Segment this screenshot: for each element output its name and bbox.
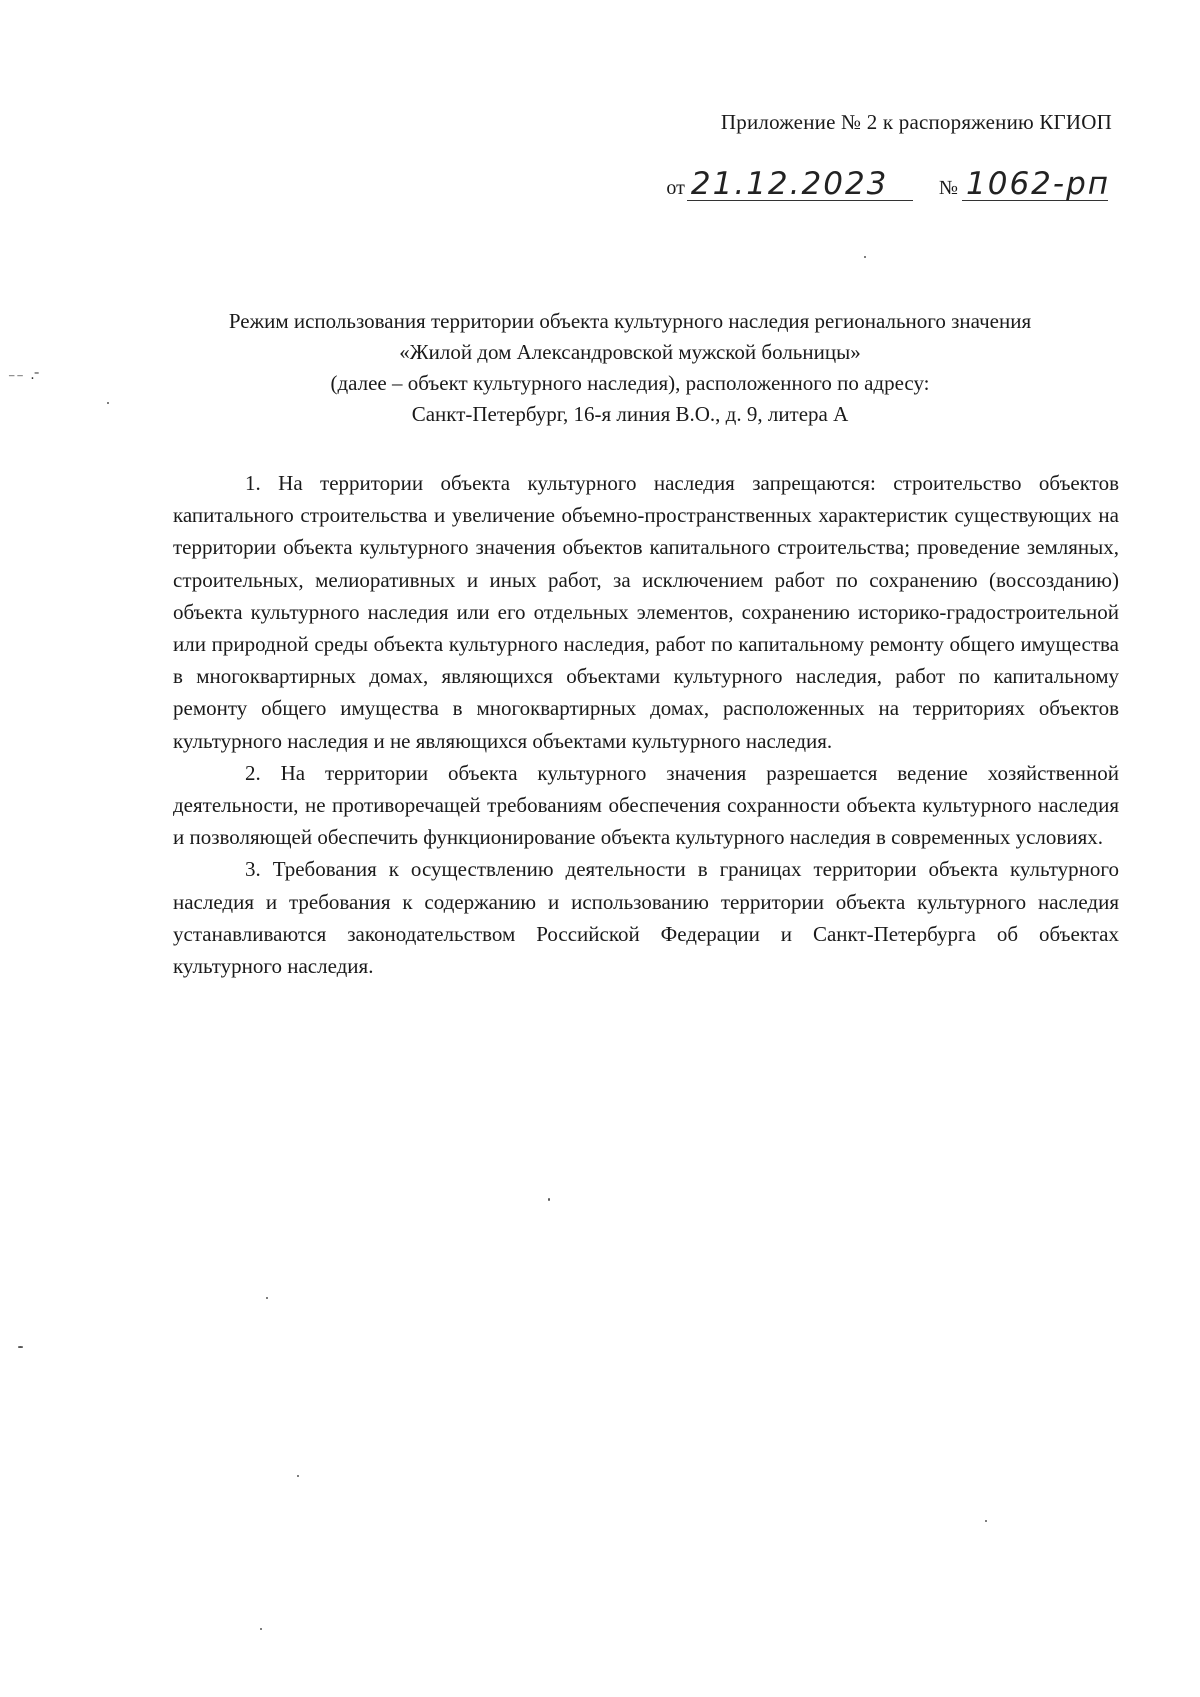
paragraph-3: 3. Требования к осуществлению деятельности в границах территории объекта культурного наследия и требования к содержанию и использованию территории объекта культурного наследия устанавливаются законодательством Российской Федерации и Санкт-Петербурга об объектах культурного наследия. bbox=[173, 857, 1119, 979]
paragraph-1: 1. На территории объекта культурного наследия запрещаются: строительство объектов капитального строительства и увеличение объемно-пространственных характеристик существующих на территории объекта культурного значения объектов капитального строительства; проведение земляных, строительных, мелиоративных и иных работ, за исключением работ по сохранению (воссозданию) объекта культурного наследия или его отдельных элементов, сохранению историко-градостроительной или природной среды объекта культурного наследия, работ по капитальному ремонту общего имущества в многоквартирных домах, являющихся объектами культурного наследия, работ по капитальному ремонту общего имущества в многоквартирных домах, расположенных на территориях объектов культурного наследия и не являющихся объектами культурного наследия. bbox=[173, 471, 1119, 753]
title-line: Санкт-Петербург, 16-я линия В.О., д. 9, литера А bbox=[411, 402, 849, 426]
order-date-number-line bbox=[666, 166, 1111, 202]
title-line: (далее – объект культурного наследия), расположенного по адресу: bbox=[330, 371, 930, 395]
title-line: «Жилой дом Александровской мужской больницы» bbox=[399, 340, 861, 364]
scan-speck bbox=[297, 1475, 299, 1477]
scan-speck bbox=[107, 402, 109, 404]
paragraph-2: 2. На территории объекта культурного значения разрешается ведение хозяйственной деятельности, не противоречащей требованиям обеспечения сохранности объекта культурного наследия и позволяющей обеспечить функционирование объекта культурного наследия в современных условиях. bbox=[173, 760, 1119, 850]
scan-speck bbox=[985, 1520, 987, 1522]
appendix-reference: Приложение № 2 к распоряжению КГИОП bbox=[720, 110, 1112, 134]
scan-speck bbox=[548, 1198, 550, 1201]
document-body bbox=[173, 467, 1119, 982]
handwritten-order-number: 1062-рп bbox=[962, 168, 1108, 201]
scan-speck bbox=[864, 256, 866, 258]
number-label: № bbox=[938, 177, 958, 199]
title-line: Режим использования территории объекта культурного наследия регионального значения bbox=[228, 309, 1032, 333]
handwritten-order-date: 21.12.2023 bbox=[687, 168, 913, 201]
scan-speck bbox=[266, 1297, 268, 1299]
from-label: от bbox=[666, 177, 685, 199]
scan-speck bbox=[260, 1628, 262, 1630]
scan-speck bbox=[18, 1346, 23, 1348]
scan-artifact-mark: ⁻⁻ · ̄ bbox=[8, 371, 42, 387]
document-title bbox=[150, 306, 1110, 430]
